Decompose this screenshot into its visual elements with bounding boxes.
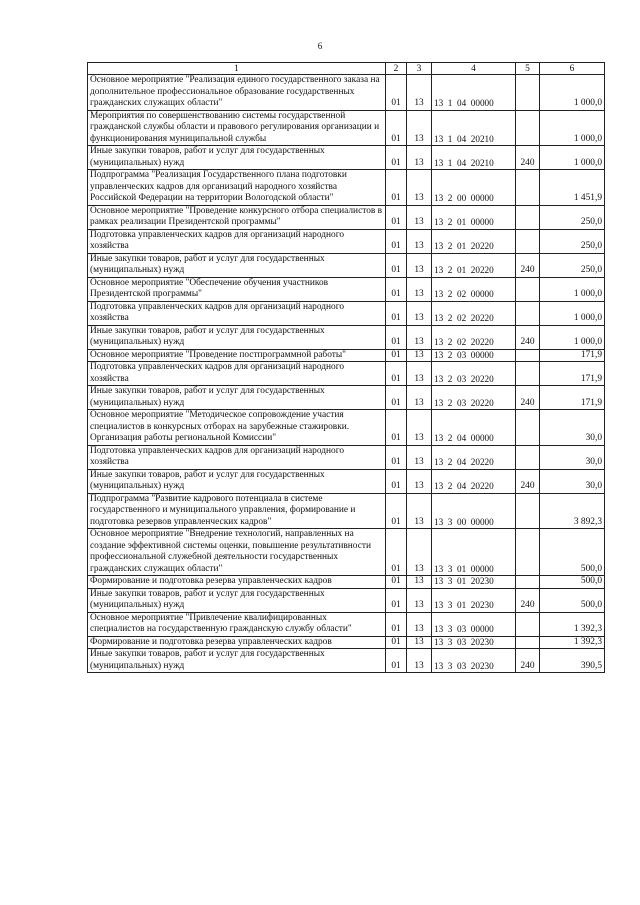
row-subsection-code: 13 bbox=[407, 253, 432, 277]
row-section-code: 01 bbox=[386, 229, 407, 253]
row-subsection-code: 13 bbox=[407, 493, 432, 529]
row-amount: 30,0 bbox=[540, 445, 605, 469]
row-section-code: 01 bbox=[386, 205, 407, 229]
table-row bbox=[88, 301, 605, 325]
row-expense-type bbox=[516, 301, 540, 325]
row-name: Формирование и подготовка резерва управленческих кадров bbox=[88, 576, 386, 589]
row-name: Иные закупки товаров, работ и услуг для государственных (муниципальных) нужд bbox=[88, 469, 386, 493]
row-amount: 171,9 bbox=[540, 386, 605, 410]
row-target-article: 13 2 01 20220 bbox=[432, 253, 516, 277]
row-subsection-code: 13 bbox=[407, 576, 432, 589]
row-expense-type bbox=[516, 362, 540, 386]
row-section-code: 01 bbox=[386, 469, 407, 493]
row-target-article: 13 2 01 00000 bbox=[432, 205, 516, 229]
row-name: Подпрограмма "Реализация Государственного плана подготовки управленческих кадров для организаций народного хозяйства Российской Федерации на территории Вологодской области" bbox=[88, 170, 386, 206]
row-section-code: 01 bbox=[386, 75, 407, 111]
row-subsection-code: 13 bbox=[407, 362, 432, 386]
row-subsection-code: 13 bbox=[407, 229, 432, 253]
row-subsection-code: 13 bbox=[407, 75, 432, 111]
row-section-code: 01 bbox=[386, 170, 407, 206]
row-target-article: 13 3 01 20230 bbox=[432, 588, 516, 612]
row-expense-type bbox=[516, 170, 540, 206]
table-row bbox=[88, 253, 605, 277]
row-target-article: 13 3 01 00000 bbox=[432, 529, 516, 576]
table-row bbox=[88, 325, 605, 349]
table-row bbox=[88, 649, 605, 673]
row-section-code: 01 bbox=[386, 349, 407, 362]
row-section-code: 01 bbox=[386, 362, 407, 386]
row-target-article: 13 2 03 20220 bbox=[432, 362, 516, 386]
row-amount: 171,9 bbox=[540, 349, 605, 362]
header-cell-5: 5 bbox=[516, 63, 540, 75]
row-name: Мероприятия по совершенствованию системы государственной гражданской службы области и правового регулирования организации и функционирования муниципальной службы bbox=[88, 110, 386, 146]
row-subsection-code: 13 bbox=[407, 410, 432, 446]
row-expense-type: 240 bbox=[516, 146, 540, 170]
row-subsection-code: 13 bbox=[407, 110, 432, 146]
row-amount: 1 000,0 bbox=[540, 110, 605, 146]
table-row bbox=[88, 410, 605, 446]
row-name: Иные закупки товаров, работ и услуг для государственных (муниципальных) нужд bbox=[88, 588, 386, 612]
row-section-code: 01 bbox=[386, 386, 407, 410]
row-name: Основное мероприятие "Реализация единого государственного заказа на дополнительное профессиональное образование государственных гражданских служащих области" bbox=[88, 75, 386, 111]
row-amount: 30,0 bbox=[540, 410, 605, 446]
row-amount: 1 451,9 bbox=[540, 170, 605, 206]
row-name: Основное мероприятие "Внедрение технологий, направленных на создание эффективной системы оценки, повышение результативности профессиональной служебной деятельности государственных гражданских служащих области" bbox=[88, 529, 386, 576]
row-expense-type bbox=[516, 529, 540, 576]
row-amount: 1 392,3 bbox=[540, 612, 605, 636]
row-name: Иные закупки товаров, работ и услуг для государственных (муниципальных) нужд bbox=[88, 386, 386, 410]
row-amount: 1 000,0 bbox=[540, 325, 605, 349]
row-subsection-code: 13 bbox=[407, 205, 432, 229]
row-section-code: 01 bbox=[386, 301, 407, 325]
row-subsection-code: 13 bbox=[407, 301, 432, 325]
table-row bbox=[88, 529, 605, 576]
row-name: Основное мероприятие "Обеспечение обучения участников Президентской программы" bbox=[88, 277, 386, 301]
row-name: Основное мероприятие "Проведение конкурсного отбора специалистов в рамках реализации Президентской программы" bbox=[88, 205, 386, 229]
row-target-article: 13 2 03 20220 bbox=[432, 386, 516, 410]
table-row bbox=[88, 469, 605, 493]
row-subsection-code: 13 bbox=[407, 170, 432, 206]
row-target-article: 13 2 01 20220 bbox=[432, 229, 516, 253]
row-subsection-code: 13 bbox=[407, 445, 432, 469]
table-row bbox=[88, 362, 605, 386]
row-target-article: 13 2 04 20220 bbox=[432, 445, 516, 469]
table-row bbox=[88, 110, 605, 146]
table-row bbox=[88, 445, 605, 469]
row-expense-type bbox=[516, 205, 540, 229]
page-number: 6 bbox=[317, 41, 323, 51]
table-row bbox=[88, 75, 605, 111]
row-section-code: 01 bbox=[386, 445, 407, 469]
row-expense-type: 240 bbox=[516, 325, 540, 349]
row-amount: 1 000,0 bbox=[540, 301, 605, 325]
row-expense-type bbox=[516, 229, 540, 253]
row-name: Основное мероприятие "Привлечение квалифицированных специалистов на государственную гражданскую службу области" bbox=[88, 612, 386, 636]
row-target-article: 13 3 01 20230 bbox=[432, 576, 516, 589]
row-expense-type bbox=[516, 493, 540, 529]
table-row bbox=[88, 493, 605, 529]
row-expense-type bbox=[516, 576, 540, 589]
row-name: Основное мероприятие "Проведение постпрограммной работы" bbox=[88, 349, 386, 362]
row-amount: 250,0 bbox=[540, 229, 605, 253]
row-name: Подготовка управленческих кадров для организаций народного хозяйства bbox=[88, 229, 386, 253]
row-name: Подпрограмма "Развитие кадрового потенциала в системе государственного и муниципального управления, формирование и подготовка резервов управленческих кадров" bbox=[88, 493, 386, 529]
row-name: Иные закупки товаров, работ и услуг для государственных (муниципальных) нужд bbox=[88, 146, 386, 170]
row-target-article: 13 2 04 20220 bbox=[432, 469, 516, 493]
row-amount: 30,0 bbox=[540, 469, 605, 493]
row-subsection-code: 13 bbox=[407, 277, 432, 301]
row-target-article: 13 2 02 20220 bbox=[432, 325, 516, 349]
header-cell-4: 4 bbox=[432, 63, 516, 75]
row-target-article: 13 1 04 20210 bbox=[432, 110, 516, 146]
row-amount: 250,0 bbox=[540, 253, 605, 277]
row-subsection-code: 13 bbox=[407, 612, 432, 636]
row-name: Основное мероприятие "Методическое сопровождение участия специалистов в конкурсных отборах на зарубежные стажировки. Организация работы региональной Комиссии" bbox=[88, 410, 386, 446]
row-amount: 1 000,0 bbox=[540, 75, 605, 111]
row-expense-type bbox=[516, 445, 540, 469]
row-subsection-code: 13 bbox=[407, 649, 432, 673]
row-amount: 390,5 bbox=[540, 649, 605, 673]
row-target-article: 13 1 04 20210 bbox=[432, 146, 516, 170]
table-row bbox=[88, 170, 605, 206]
row-target-article: 13 1 04 00000 bbox=[432, 75, 516, 111]
row-section-code: 01 bbox=[386, 576, 407, 589]
row-expense-type: 240 bbox=[516, 386, 540, 410]
row-expense-type bbox=[516, 612, 540, 636]
row-section-code: 01 bbox=[386, 146, 407, 170]
row-target-article: 13 3 03 20230 bbox=[432, 649, 516, 673]
row-section-code: 01 bbox=[386, 612, 407, 636]
table-row bbox=[88, 146, 605, 170]
header-cell-3: 3 bbox=[407, 63, 432, 75]
row-target-article: 13 2 02 00000 bbox=[432, 277, 516, 301]
row-name: Формирование и подготовка резерва управленческих кадров bbox=[88, 636, 386, 649]
row-subsection-code: 13 bbox=[407, 349, 432, 362]
row-amount: 1 000,0 bbox=[540, 146, 605, 170]
row-section-code: 01 bbox=[386, 410, 407, 446]
row-amount: 500,0 bbox=[540, 576, 605, 589]
table-row bbox=[88, 205, 605, 229]
row-expense-type: 240 bbox=[516, 649, 540, 673]
row-amount: 1 000,0 bbox=[540, 277, 605, 301]
header-row bbox=[88, 63, 605, 75]
row-target-article: 13 3 03 00000 bbox=[432, 612, 516, 636]
row-target-article: 13 2 00 00000 bbox=[432, 170, 516, 206]
row-target-article: 13 2 03 00000 bbox=[432, 349, 516, 362]
row-section-code: 01 bbox=[386, 493, 407, 529]
row-expense-type: 240 bbox=[516, 588, 540, 612]
row-subsection-code: 13 bbox=[407, 386, 432, 410]
row-name: Подготовка управленческих кадров для организаций народного хозяйства bbox=[88, 301, 386, 325]
row-section-code: 01 bbox=[386, 649, 407, 673]
row-target-article: 13 3 03 20230 bbox=[432, 636, 516, 649]
table-body bbox=[88, 75, 605, 673]
budget-table bbox=[87, 62, 605, 673]
row-amount: 500,0 bbox=[540, 529, 605, 576]
row-name: Подготовка управленческих кадров для организаций народного хозяйства bbox=[88, 362, 386, 386]
row-section-code: 01 bbox=[386, 636, 407, 649]
table-row bbox=[88, 588, 605, 612]
row-section-code: 01 bbox=[386, 277, 407, 301]
row-subsection-code: 13 bbox=[407, 325, 432, 349]
row-amount: 250,0 bbox=[540, 205, 605, 229]
row-expense-type bbox=[516, 349, 540, 362]
row-expense-type: 240 bbox=[516, 253, 540, 277]
row-section-code: 01 bbox=[386, 253, 407, 277]
row-subsection-code: 13 bbox=[407, 529, 432, 576]
table-row bbox=[88, 636, 605, 649]
row-amount: 3 892,3 bbox=[540, 493, 605, 529]
header-cell-6: 6 bbox=[540, 63, 605, 75]
row-amount: 1 392,3 bbox=[540, 636, 605, 649]
header-cell-1: 1 bbox=[88, 63, 386, 75]
row-section-code: 01 bbox=[386, 325, 407, 349]
row-amount: 171,9 bbox=[540, 362, 605, 386]
row-expense-type bbox=[516, 636, 540, 649]
row-subsection-code: 13 bbox=[407, 636, 432, 649]
row-expense-type bbox=[516, 277, 540, 301]
row-target-article: 13 2 04 00000 bbox=[432, 410, 516, 446]
row-expense-type bbox=[516, 75, 540, 111]
table-row bbox=[88, 386, 605, 410]
table-row bbox=[88, 277, 605, 301]
table-row bbox=[88, 349, 605, 362]
row-subsection-code: 13 bbox=[407, 588, 432, 612]
row-expense-type bbox=[516, 110, 540, 146]
row-name: Иные закупки товаров, работ и услуг для государственных (муниципальных) нужд bbox=[88, 325, 386, 349]
row-section-code: 01 bbox=[386, 588, 407, 612]
row-target-article: 13 3 00 00000 bbox=[432, 493, 516, 529]
row-target-article: 13 2 02 20220 bbox=[432, 301, 516, 325]
table-row bbox=[88, 612, 605, 636]
row-amount: 500,0 bbox=[540, 588, 605, 612]
row-subsection-code: 13 bbox=[407, 146, 432, 170]
row-expense-type: 240 bbox=[516, 469, 540, 493]
row-name: Иные закупки товаров, работ и услуг для государственных (муниципальных) нужд bbox=[88, 253, 386, 277]
row-section-code: 01 bbox=[386, 529, 407, 576]
row-section-code: 01 bbox=[386, 110, 407, 146]
row-subsection-code: 13 bbox=[407, 469, 432, 493]
row-name: Иные закупки товаров, работ и услуг для государственных (муниципальных) нужд bbox=[88, 649, 386, 673]
header-cell-2: 2 bbox=[386, 63, 407, 75]
row-expense-type bbox=[516, 410, 540, 446]
row-name: Подготовка управленческих кадров для организаций народного хозяйства bbox=[88, 445, 386, 469]
table-row bbox=[88, 576, 605, 589]
table-row bbox=[88, 229, 605, 253]
